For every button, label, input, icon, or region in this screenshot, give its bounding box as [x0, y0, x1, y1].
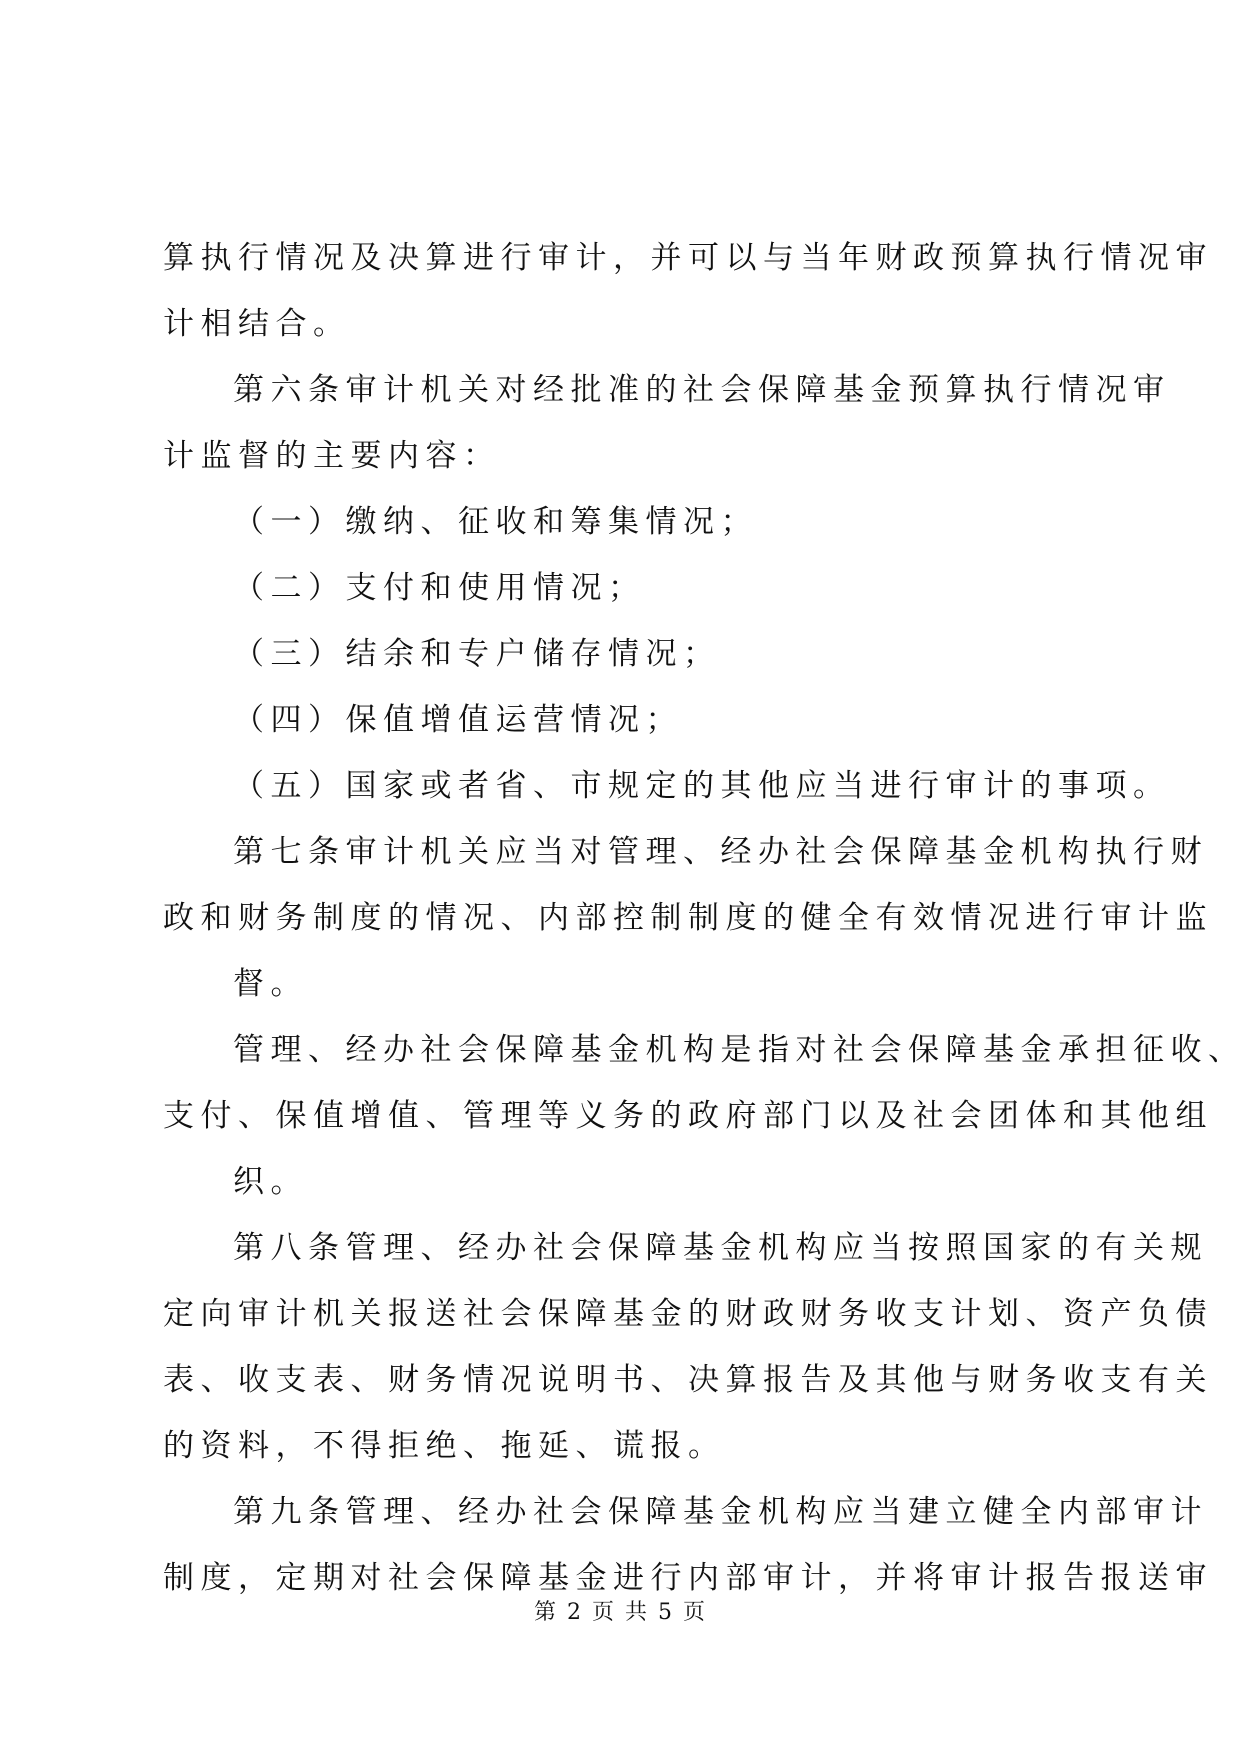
text-line-1: 算执行情况及决算进行审计，并可以与当年财政预算执行情况审: [163, 240, 1213, 276]
article-8-heading: 第八条管理、经办社会保障基金机构应当按照国家的有关规: [233, 1230, 1208, 1266]
text-line-21: 制度，定期对社会保障基金进行内部审计，并将审计报告报送审: [163, 1560, 1213, 1596]
document-body: [163, 225, 1246, 1611]
text-line-17: 定向审计机关报送社会保障基金的财政财务收支计划、资产负债: [163, 1296, 1213, 1332]
text-line-18: 表、收支表、财务情况说明书、决算报告及其他与财务收支有关: [163, 1362, 1213, 1398]
text-line-11: 政和财务制度的情况、内部控制制度的健全有效情况进行审计监: [163, 900, 1213, 936]
list-item-1: （一）缴纳、征收和筹集情况；: [233, 504, 758, 540]
text-line-19: 的资料，不得拒绝、拖延、谎报。: [163, 1428, 726, 1464]
article-6-heading: 第六条审计机关对经批准的社会保障基金预算执行情况审: [233, 372, 1171, 408]
article-7-heading: 第七条审计机关应当对管理、经办社会保障基金机构执行财: [233, 834, 1208, 870]
list-item-3: （三）结余和专户储存情况；: [233, 636, 721, 672]
list-item-5: （五）国家或者省、市规定的其他应当进行审计的事项。: [233, 768, 1171, 804]
text-line-2: 计相结合。: [163, 306, 351, 342]
list-item-4: （四）保值增值运营情况；: [233, 702, 683, 738]
text-line-14: 支付、保值增值、管理等义务的政府部门以及社会团体和其他组: [163, 1098, 1213, 1134]
article-9-heading: 第九条管理、经办社会保障基金机构应当建立健全内部审计: [233, 1494, 1208, 1530]
page-number-footer: 第 2 页 共 5 页: [534, 1600, 707, 1625]
text-line-4: 计监督的主要内容：: [163, 438, 501, 474]
text-line-12: 督。: [233, 966, 308, 1002]
text-line-15: 织。: [233, 1164, 308, 1200]
list-item-2: （二）支付和使用情况；: [233, 570, 646, 606]
definition-paragraph: 管理、经办社会保障基金机构是指对社会保障基金承担征收、: [233, 1032, 1246, 1068]
